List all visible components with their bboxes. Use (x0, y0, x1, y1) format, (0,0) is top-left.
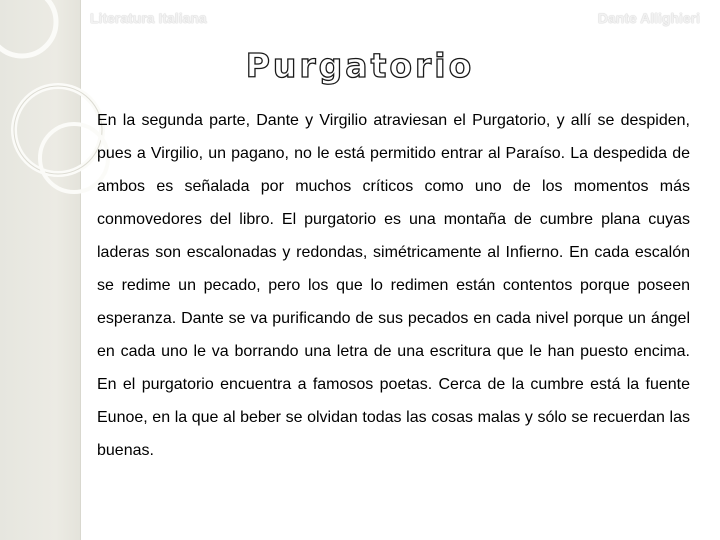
author-label: Dante Allighieri (597, 10, 700, 26)
slide-body-text: En la segunda parte, Dante y Virgilio atraviesan el Purgatorio, y allí se despiden, pues a Virgilio, un pagano, no le está permitido entrar al Paraíso. La despedida de ambos es señalada por muchos críticos como uno de los momentos más conmovedores del libro. El purgatorio es una montaña de cumbre plana cuyas laderas son escalonadas y redondas, simétricamente al Infierno. En cada escalón se redime un pecado, pero los que lo redimen están contentos porque poseen esperanza. Dante se va purificando de sus pecados en cada nivel porque un ángel en cada uno le va borrando una letra de una escritura que le han puesto encima. En el purgatorio encuentra a famosos poetas. Cerca de la cumbre está la fuente Eunoe, en la que al beber se olvidan todas las cosas malas y sólo se recuerdan las buenas. (97, 112, 690, 459)
slide-title: Purgatorio (245, 46, 475, 85)
course-label: Literatura Italiana (90, 10, 207, 26)
